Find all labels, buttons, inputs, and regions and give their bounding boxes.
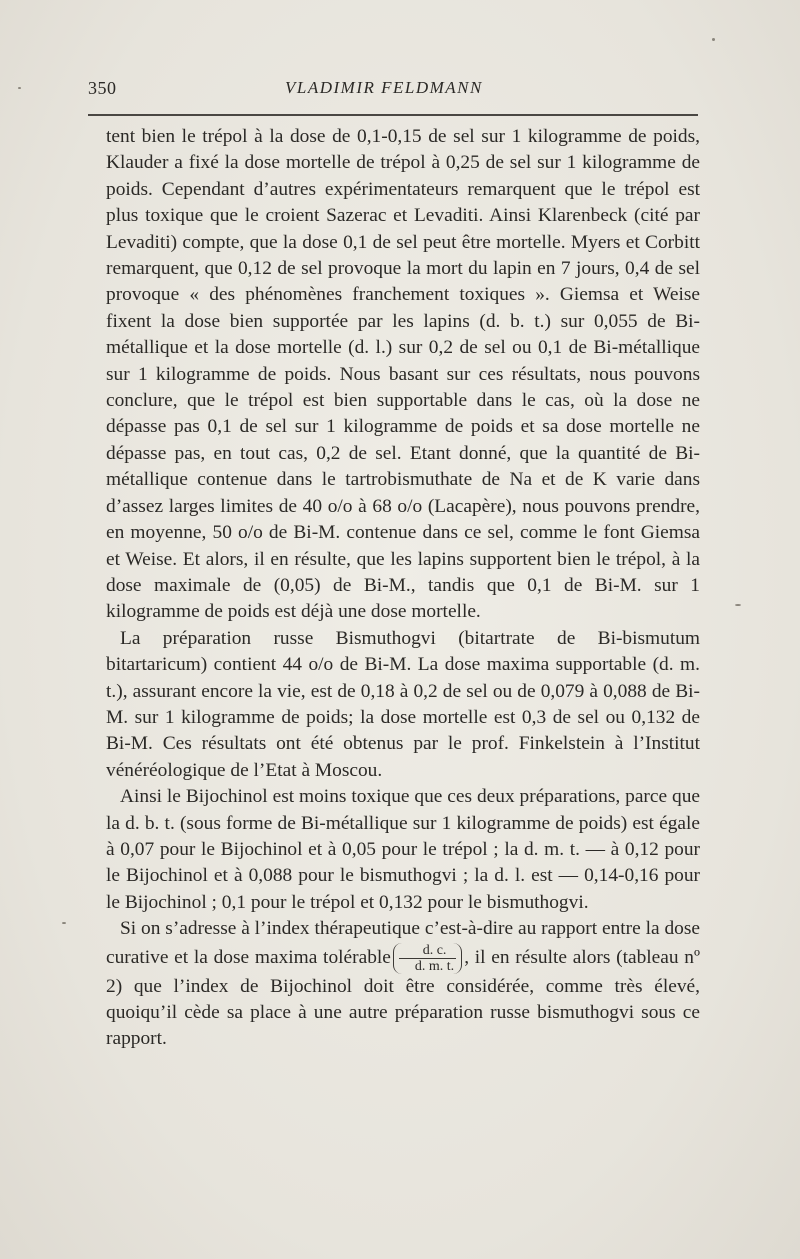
paragraph-2: La préparation russe Bismuthogvi (bitartrate de Bi-bismutum bitartaricum) contient 44 o/o de Bi-M. La dose maxima supportable (d. m. t.), assurant encore la vie, est de 0,18 à 0,2 de sel ou de 0,079 à 0,088 de Bi-M. sur 1 kilogramme de poids; la dose mortelle est 0,3 de sel ou 0,132 de Bi-M. Ces résultats ont été obtenus par le prof. Finkelstein à l’Institut vénéréologique de l’Etat à Moscou. [106, 627, 700, 781]
header-rule [88, 114, 698, 116]
index-fraction [393, 943, 462, 974]
fraction-numerator: d. c. [399, 943, 456, 959]
paragraph-4 [106, 916, 700, 1053]
running-title: VLADIMIR FELDMANN [285, 78, 483, 97]
page-header [88, 78, 698, 108]
body-text [106, 124, 700, 1053]
paragraph-3: Ainsi le Bijochinol est moins toxique que ces deux préparations, parce que la d. b. t. (sous forme de Bi-métallique sur 1 kilogramme de poids) est égale à 0,07 pour le Bijochinol et à 0,05 pour le trépol ; la d. m. t. — à 0,12 pour le Bijochinol et à 0,088 pour le bismuthogvi ; la d. l. est — 0,14-0,16 pour le Bijochinol ; 0,1 pour le trépol et 0,132 pour le bismuthogvi. [106, 786, 700, 913]
paper-speck [62, 922, 66, 924]
paper-speck [712, 38, 715, 41]
fraction-denominator: d. m. t. [414, 958, 455, 974]
paragraph-1: tent bien le trépol à la dose de 0,1-0,15 de sel sur 1 kilogramme de poids, Klauder a fixé la dose mortelle de trépol à 0,25 de sel sur 1 kilogramme de poids. Cependant d’autres expérimentateurs remarquent que le trépol est plus toxique que le croient Sazerac et Levaditi. Ainsi Klarenbeck (cité par Levaditi) compte, que la dose 0,1 de sel peut être mortelle. Myers et Corbitt remarquent, que 0,12 de sel provoque la mort du lapin en 7 jours, 0,4 de sel provoque « des phénomènes franchement toxiques ». Giemsa et Weise fixent la dose bien supportée par les lapins (d. b. t.) sur 0,055 de Bi-métallique et la dose mortelle (d. l.) sur 0,2 de sel ou 0,1 de Bi-métallique sur 1 kilogramme de poids. Nous basant sur ces résultats, nous pouvons conclure, que le trépol est bien supportable dans le cas, où la dose ne dépasse pas 0,1 de sel sur 1 kilogramme de poids et sa dose mortelle ne dépasse pas, en tout cas, 0,2 de sel. Etant donné, que la quantité de Bi-métallique contenue dans le tartrobismuthate de Na et de K varie dans d’assez larges limites de 40 o/o à 68 o/o (Lacapère), nous pouvons prendre, en moyenne, 50 o/o de Bi-M. contenue dans ce sel, comme le font Giemsa et Weise. Et alors, il en résulte, que les lapins supportent bien le trépol, à la dose maximale de (0,05) de Bi-M., tandis que 0,1 de Bi-M. sur 1 kilogramme de poids est déjà une dose mortelle. [106, 126, 700, 623]
paper-speck [18, 87, 21, 89]
paragraph-4-text-before: Si on s’adresse à l’index thérapeutique c’est-à-dire au rapport entre la dose curative et la dose maxima tolérable [106, 918, 700, 968]
paragraph-4-text-after: , il en résulte alors (tableau nº 2) que l’index de Bijochinol doit être considérée, comme très élevé, quoiqu’il cède sa place à une autre préparation russe bismuthogvi sous ce rapport. [106, 946, 700, 1050]
paper-speck [735, 604, 741, 606]
page-number: 350 [88, 78, 117, 98]
